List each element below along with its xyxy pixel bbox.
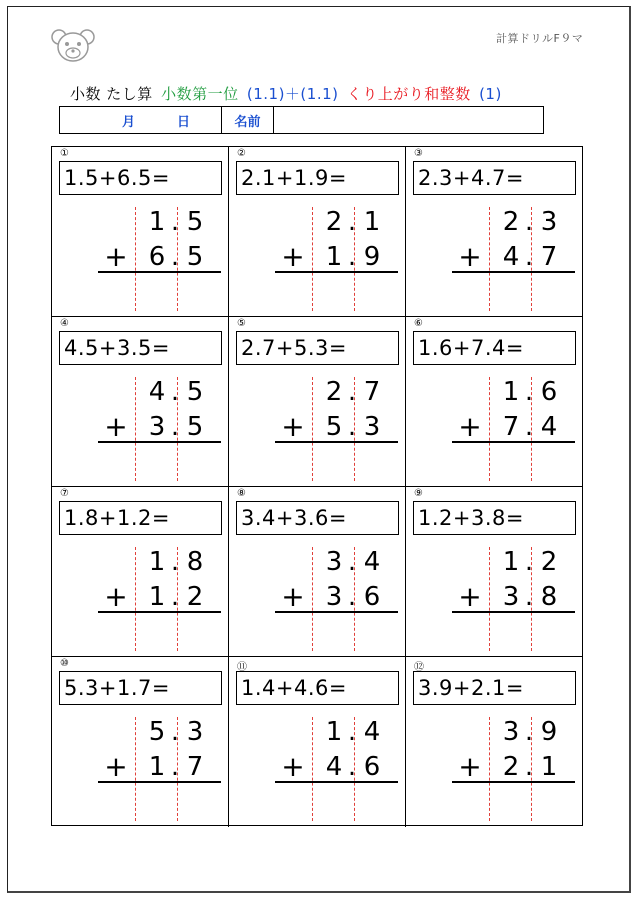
digit: 9 xyxy=(363,242,381,272)
decimal-point: . xyxy=(524,412,534,442)
sum-line xyxy=(452,271,575,273)
name-label: 名前 xyxy=(222,107,274,133)
equation-box[interactable]: 3.4+3.6= xyxy=(236,501,399,535)
title-part-1: 小数 たし算 xyxy=(70,85,153,103)
digit: 1 xyxy=(325,717,343,747)
problem-number: ③ xyxy=(414,148,423,159)
plus-sign: + xyxy=(458,240,482,273)
column-guide-line xyxy=(312,547,313,651)
decimal-point: . xyxy=(347,377,357,407)
plus-sign: + xyxy=(104,580,128,613)
digit: 7 xyxy=(186,752,204,782)
decimal-point: . xyxy=(347,717,357,747)
digit: 9 xyxy=(540,717,558,747)
digit: 3 xyxy=(325,547,343,577)
decimal-point: . xyxy=(347,412,357,442)
problem-cell xyxy=(52,487,229,657)
digit: 2 xyxy=(502,752,520,782)
decimal-point: . xyxy=(347,752,357,782)
digit: 5 xyxy=(186,207,204,237)
problem-cell xyxy=(406,147,583,317)
digit: 5 xyxy=(186,412,204,442)
digit: 7 xyxy=(502,412,520,442)
problem-number: ⑥ xyxy=(414,318,423,329)
problem-number: ② xyxy=(237,148,246,159)
equation-box[interactable]: 1.8+1.2= xyxy=(59,501,222,535)
sum-line xyxy=(275,611,398,613)
column-guide-line xyxy=(135,207,136,311)
decimal-point: . xyxy=(170,752,180,782)
sum-line xyxy=(275,271,398,273)
digit: 2 xyxy=(325,207,343,237)
title-part-4: くり上がり和整数 xyxy=(346,85,471,103)
decimal-point: . xyxy=(170,412,180,442)
plus-sign: + xyxy=(458,410,482,443)
column-guide-line xyxy=(489,547,490,651)
sum-line xyxy=(98,611,221,613)
digit: 7 xyxy=(363,377,381,407)
digit: 6 xyxy=(363,582,381,612)
title-part-3: (1.1)＋(1.1) xyxy=(246,85,339,103)
decimal-point: . xyxy=(347,582,357,612)
digit: 3 xyxy=(363,412,381,442)
column-guide-line xyxy=(489,377,490,481)
problem-cell xyxy=(229,657,406,827)
problem-cell xyxy=(406,487,583,657)
digit: 5 xyxy=(325,412,343,442)
equation-box[interactable]: 3.9+2.1= xyxy=(413,671,576,705)
problem-number: ⑫ xyxy=(414,662,424,673)
sum-line xyxy=(452,611,575,613)
date-cell[interactable] xyxy=(60,107,222,133)
digit: 1 xyxy=(148,582,166,612)
digit: 4 xyxy=(540,412,558,442)
column-guide-line xyxy=(312,377,313,481)
digit: 6 xyxy=(148,242,166,272)
worksheet-title xyxy=(70,83,505,104)
problem-number: ⑨ xyxy=(414,488,423,499)
digit: 2 xyxy=(502,207,520,237)
decimal-point: . xyxy=(524,242,534,272)
digit: 6 xyxy=(540,377,558,407)
sum-line xyxy=(452,781,575,783)
digit: 1 xyxy=(148,547,166,577)
plus-sign: + xyxy=(281,240,305,273)
plus-sign: + xyxy=(458,750,482,783)
digit: 1 xyxy=(502,377,520,407)
decimal-point: . xyxy=(170,582,180,612)
column-guide-line xyxy=(135,547,136,651)
problem-number: ⑦ xyxy=(60,488,69,499)
equation-box[interactable]: 2.3+4.7= xyxy=(413,161,576,195)
digit: 2 xyxy=(325,377,343,407)
equation-box[interactable]: 1.4+4.6= xyxy=(236,671,399,705)
sum-line xyxy=(275,441,398,443)
problem-cell xyxy=(52,657,229,827)
decimal-point: . xyxy=(170,717,180,747)
day-label: 日 xyxy=(177,114,191,130)
plus-sign: + xyxy=(281,410,305,443)
equation-box[interactable]: 5.3+1.7= xyxy=(59,671,222,705)
plus-sign: + xyxy=(458,580,482,613)
column-guide-line xyxy=(489,717,490,821)
problem-cell xyxy=(229,147,406,317)
equation-box[interactable]: 2.1+1.9= xyxy=(236,161,399,195)
equation-box[interactable]: 2.7+5.3= xyxy=(236,331,399,365)
column-guide-line xyxy=(489,207,490,311)
decimal-point: . xyxy=(347,242,357,272)
decimal-point: . xyxy=(524,717,534,747)
problem-cell xyxy=(406,317,583,487)
month-label: 月 xyxy=(122,114,136,130)
digit: 2 xyxy=(540,547,558,577)
digit: 3 xyxy=(502,582,520,612)
digit: 3 xyxy=(325,582,343,612)
problem-number: ⑧ xyxy=(237,488,246,499)
digit: 5 xyxy=(186,377,204,407)
digit: 4 xyxy=(325,752,343,782)
digit: 1 xyxy=(502,547,520,577)
decimal-point: . xyxy=(347,207,357,237)
equation-box[interactable]: 1.5+6.5= xyxy=(59,161,222,195)
digit: 3 xyxy=(186,717,204,747)
problem-cell xyxy=(406,657,583,827)
problem-number: ① xyxy=(60,148,69,159)
decimal-point: . xyxy=(170,547,180,577)
problem-grid xyxy=(51,146,583,826)
decimal-point: . xyxy=(524,582,534,612)
problem-cell xyxy=(229,487,406,657)
digit: 1 xyxy=(148,207,166,237)
plus-sign: + xyxy=(104,240,128,273)
title-part-2: 小数第一位 xyxy=(161,85,239,103)
problem-number: ④ xyxy=(60,318,69,329)
digit: 3 xyxy=(148,412,166,442)
decimal-point: . xyxy=(524,752,534,782)
name-date-row xyxy=(59,106,544,134)
plus-sign: + xyxy=(104,750,128,783)
sum-line xyxy=(98,271,221,273)
brand-label: 計算ドリルF９マ xyxy=(496,32,584,45)
problem-cell xyxy=(229,317,406,487)
decimal-point: . xyxy=(170,242,180,272)
column-guide-line xyxy=(135,377,136,481)
decimal-point: . xyxy=(347,547,357,577)
sum-line xyxy=(98,441,221,443)
plus-sign: + xyxy=(281,580,305,613)
digit: 1 xyxy=(325,242,343,272)
title-part-5: (1) xyxy=(479,85,502,103)
decimal-point: . xyxy=(170,207,180,237)
problem-number: ⑤ xyxy=(237,318,246,329)
digit: 3 xyxy=(502,717,520,747)
sum-line xyxy=(452,441,575,443)
problem-cell xyxy=(52,147,229,317)
plus-sign: + xyxy=(281,750,305,783)
digit: 1 xyxy=(540,752,558,782)
problem-number: ⑩ xyxy=(60,658,69,669)
decimal-point: . xyxy=(524,377,534,407)
column-guide-line xyxy=(312,207,313,311)
sum-line xyxy=(98,781,221,783)
decimal-point: . xyxy=(524,207,534,237)
digit: 1 xyxy=(363,207,381,237)
digit: 8 xyxy=(186,547,204,577)
digit: 5 xyxy=(148,717,166,747)
digit: 2 xyxy=(186,582,204,612)
equation-box[interactable]: 1.2+3.8= xyxy=(413,501,576,535)
digit: 8 xyxy=(540,582,558,612)
name-field[interactable] xyxy=(274,107,543,133)
equation-box[interactable]: 4.5+3.5= xyxy=(59,331,222,365)
bear-logo-icon xyxy=(50,28,96,64)
decimal-point: . xyxy=(524,547,534,577)
digit: 7 xyxy=(540,242,558,272)
problem-cell xyxy=(52,317,229,487)
digit: 4 xyxy=(148,377,166,407)
digit: 4 xyxy=(363,717,381,747)
digit: 3 xyxy=(540,207,558,237)
decimal-point: . xyxy=(170,377,180,407)
digit: 6 xyxy=(363,752,381,782)
sum-line xyxy=(275,781,398,783)
problem-number: ⑪ xyxy=(237,662,247,673)
digit: 4 xyxy=(502,242,520,272)
plus-sign: + xyxy=(104,410,128,443)
digit: 5 xyxy=(186,242,204,272)
equation-box[interactable]: 1.6+7.4= xyxy=(413,331,576,365)
digit: 4 xyxy=(363,547,381,577)
column-guide-line xyxy=(312,717,313,821)
digit: 1 xyxy=(148,752,166,782)
column-guide-line xyxy=(135,717,136,821)
